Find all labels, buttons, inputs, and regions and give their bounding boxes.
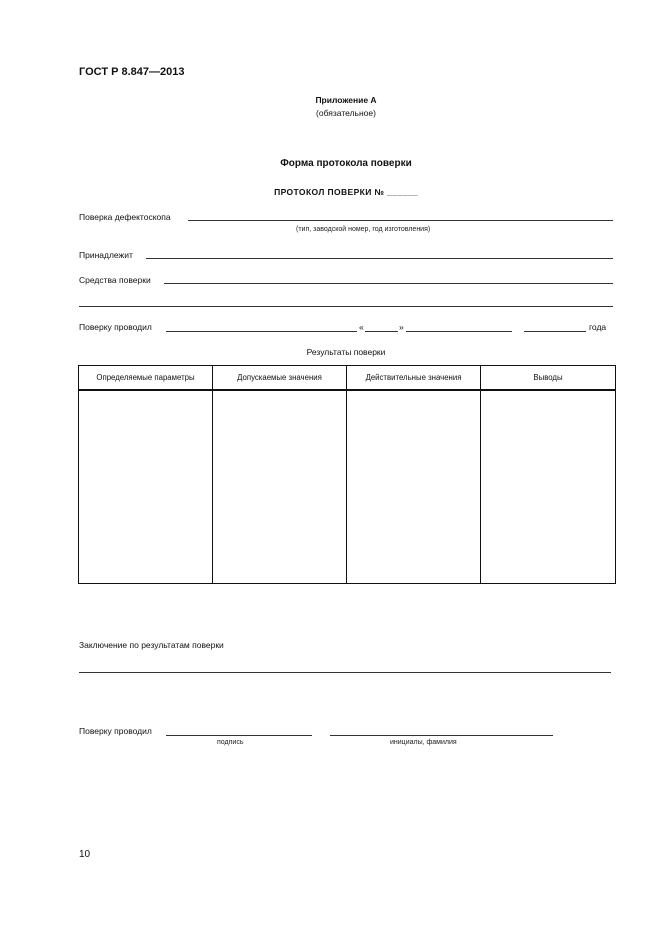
fill-line-means[interactable] [164,283,613,284]
field-label-performed: Поверку проводил [79,322,152,332]
form-title: Форма протокола поверки [280,158,412,169]
field-label-defectoscope: Поверка дефектоскопа [79,212,171,222]
column-header-parameters: Определяемые параметры [79,366,213,391]
table-cell-conclusions[interactable] [481,390,616,584]
fill-line-conclusion[interactable] [79,672,611,673]
quote-close: » [399,322,404,332]
table-cell-parameters[interactable] [79,390,213,584]
field-label-owner: Принадлежит [79,250,133,260]
fill-line-signature[interactable] [166,735,312,736]
year-word: года [589,322,607,332]
table-cell-allowed[interactable] [213,390,347,584]
protocol-title: ПРОТОКОЛ ПОВЕРКИ № ______ [274,187,418,197]
fill-line-performer[interactable] [166,331,357,332]
column-header-actual: Действительные значения [347,366,481,391]
hint-defectoscope: (тип, заводской номер, год изготовления) [296,226,431,233]
fill-line-year[interactable] [524,331,586,332]
signature-hint: подпись [217,739,244,746]
name-hint: инициалы, фамилия [390,739,457,746]
appendix-status: (обязательное) [316,108,376,118]
standard-header: ГОСТ Р 8.847—2013 [79,66,185,78]
column-header-allowed: Допускаемые значения [213,366,347,391]
quote-open: « [359,322,364,332]
fill-line-day[interactable] [365,331,398,332]
column-header-conclusions: Выводы [481,366,616,391]
fill-line-means-2[interactable] [79,306,613,307]
fill-line-defectoscope[interactable] [188,220,613,221]
results-title: Результаты поверки [306,347,386,357]
results-table [78,365,616,584]
fill-line-name[interactable] [330,735,553,736]
page-number: 10 [79,849,91,860]
field-label-means: Средства поверки [79,275,151,285]
signature-label: Поверку проводил [79,726,152,736]
table-cell-actual[interactable] [347,390,481,584]
fill-line-month[interactable] [406,331,512,332]
conclusion-label: Заключение по результатам поверки [79,640,224,650]
fill-line-owner[interactable] [146,258,613,259]
appendix-title: Приложение А [315,95,377,105]
